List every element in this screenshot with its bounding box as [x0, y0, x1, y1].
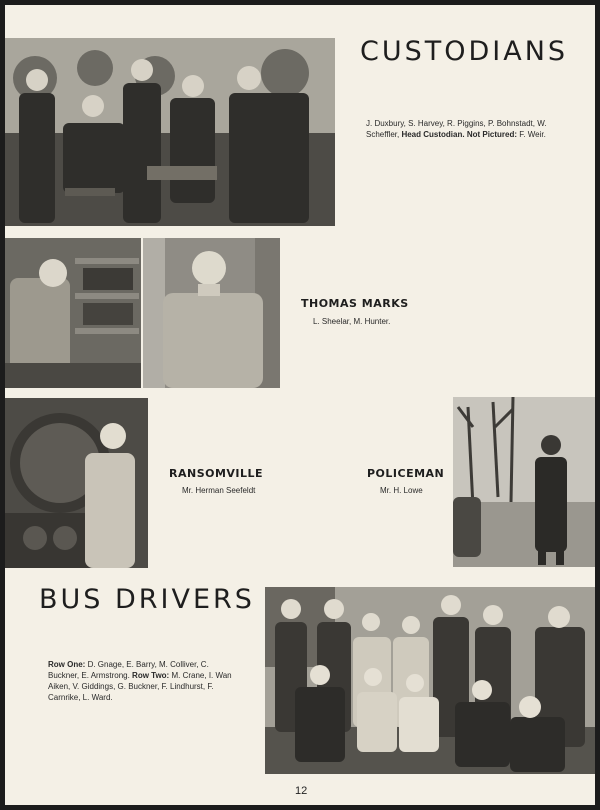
- custodians-caption: [366, 118, 566, 140]
- custodians-heading: CUSTODIANS: [360, 36, 569, 67]
- bus-drivers-row-two-label: Row Two:: [132, 671, 170, 680]
- ransomville-names: Mr. Herman Seefeldt: [182, 486, 256, 495]
- yearbook-page: [5, 5, 595, 805]
- policeman-names: Mr. H. Lowe: [380, 486, 423, 495]
- bus-drivers-photo: [265, 587, 595, 774]
- bus-drivers-heading: BUS DRIVERS: [39, 584, 255, 615]
- thomas-marks-heading: THOMAS MARKS: [301, 297, 409, 310]
- policeman-heading: POLICEMAN: [367, 467, 445, 480]
- policeman-photo: [453, 397, 595, 567]
- thomas-marks-names: L. Sheelar, M. Hunter.: [313, 317, 391, 326]
- custodians-not-pictured-names: F. Weir.: [519, 130, 546, 139]
- thomas-marks-photo-left: [5, 238, 141, 388]
- ransomville-photo: [5, 398, 148, 568]
- ransomville-heading: RANSOMVILLE: [169, 467, 264, 480]
- bus-drivers-row-two-names: M. Crane, I. Wan Aiken, V. Giddings, G. Buckner, F. Lindhurst, F. Carnrike, L. Ward.: [48, 671, 232, 702]
- bus-drivers-row-one-label: Row One:: [48, 660, 86, 669]
- page-number: 12: [295, 785, 308, 797]
- custodians-names: J. Duxbury, S. Harvey, R. Piggins, P. Bohnstadt, W. Scheffler,: [366, 119, 547, 139]
- bus-drivers-caption: [48, 659, 240, 703]
- custodians-role: Head Custodian.: [401, 130, 465, 139]
- custodians-photo: [5, 38, 335, 226]
- thomas-marks-photo-right: [143, 238, 280, 388]
- custodians-not-pictured-label: Not Pictured:: [466, 130, 518, 139]
- bus-drivers-row-one-names: D. Gnage, E. Barry, M. Colliver, C. Buckner, E. Armstrong.: [48, 660, 209, 680]
